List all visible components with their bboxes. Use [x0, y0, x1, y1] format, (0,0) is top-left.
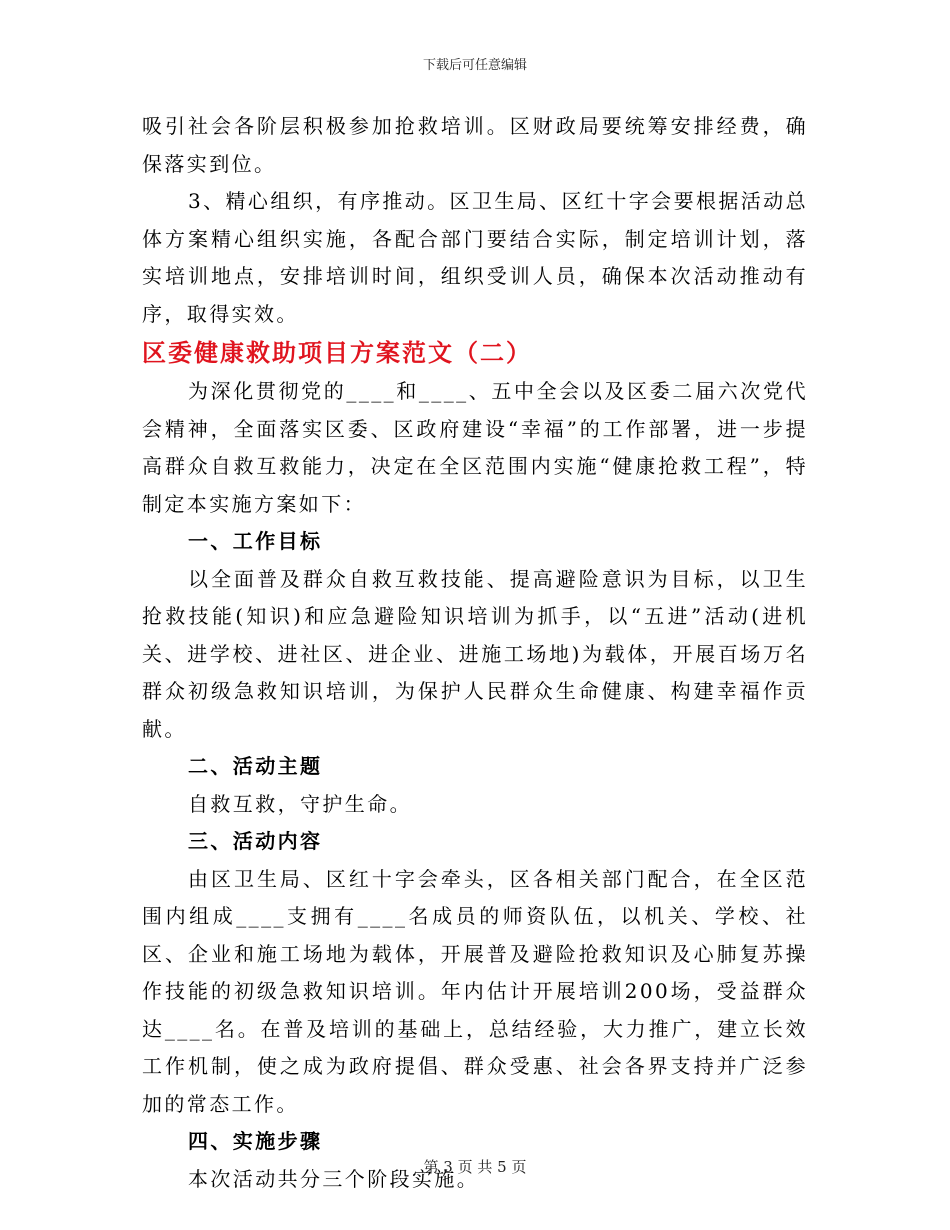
paragraph-continued: 吸引社会各阶层积极参加抢救培训。区财政局要统筹安排经费，确保落实到位。 — [142, 114, 808, 176]
intro-paragraph: 为深化贯彻党的____和____、五中全会以及区委二届六次党代会精神，全面落实区委、区政府建设“幸福”的工作部署，进一步提高群众自救互救能力，决定在全区范围内实施“健康抢救工程”，特制定本实施方案如下： — [142, 379, 808, 516]
section-body-steps: 本次活动共分三个阶段实施。 — [188, 1166, 480, 1191]
section-heading-goals: 一、工作目标 — [188, 529, 323, 553]
page-header: 下载后可任意编辑 — [422, 58, 527, 73]
document-title: 区委健康救助项目方案范文（二） — [142, 338, 532, 367]
section-body-goals: 以全面普及群众自救互救技能、提高避险意识为目标，以卫生抢救技能(知识)和应急避险知识培训为抓手，以“五进”活动(进机关、进学校、进社区、进企业、进施工场地)为载体，开展百场万名群众初级急救知识培训，为保护人民群众生命健康、构建幸福作贡献。 — [142, 566, 808, 741]
section-heading-content: 三、活动内容 — [188, 829, 323, 853]
page-number: 第 3 页 共 5 页 — [423, 1158, 527, 1176]
document-body — [142, 108, 808, 1198]
section-body-content: 由区卫生局、区红十字会牵头，区各相关部门配合，在全区范围内组成____支拥有____名成员的师资队伍，以机关、学校、社区、企业和施工场地为载体，开展普及避险抢救知识及心肺复苏操作技能的初级急救知识培训。年内估计开展培训200场，受益群众达____名。在普及培训的基础上，总结经验，大力推广，建立长效工作机制，使之成为政府提倡、群众受惠、社会各界支持并广泛参加的常态工作。 — [142, 866, 808, 1116]
paragraph-organize: 3、精心组织，有序推动。区卫生局、区红十字会要根据活动总体方案精心组织实施，各配合部门要结合实际，制定培训计划，落实培训地点，安排培训时间，组织受训人员，确保本次活动推动有序，取得实效。 — [142, 189, 808, 326]
section-body-theme: 自救互救，守护生命。 — [188, 791, 412, 816]
section-heading-theme: 二、活动主题 — [188, 754, 323, 778]
section-heading-steps: 四、实施步骤 — [188, 1129, 323, 1153]
